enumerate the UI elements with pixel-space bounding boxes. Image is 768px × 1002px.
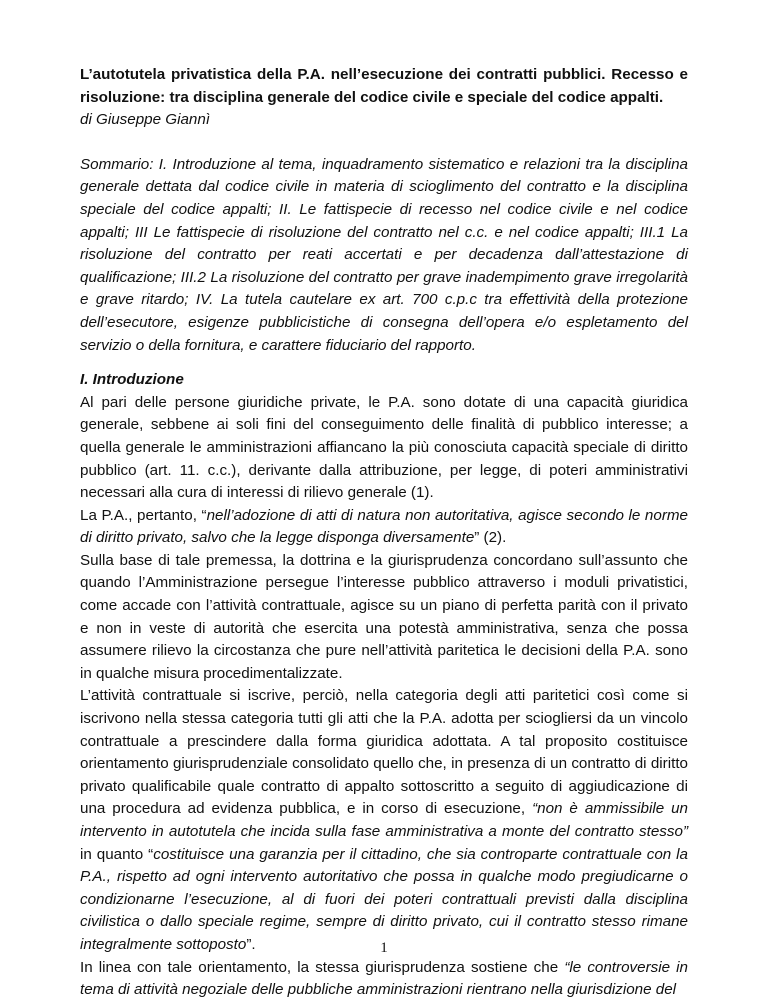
p5-text-a: In linea con tale orientamento, la stessa giurisprudenza sostiene che xyxy=(80,958,565,976)
page-number: 1 xyxy=(380,940,388,956)
p4-text-a: L’attività contrattuale si iscrive, perciò, nella categoria degli atti paritetici così come si iscrivono nella stessa categoria tutti gli atti che la P.A. adotta per sciogliersi da un vincolo contrattuale a prescindere dalla forma giuridica adottata. A tal proposito costituisce orientamento giurisprudenziale consolidato quello che, in presenza di un contratto di diritto privato qualificabile quale contratto di appalto sottoscritto a seguito di aggiudicazione di una procedura ad evidenza pubblica, e in corso di esecuzione, xyxy=(80,687,688,818)
p2-quote: nell’adozione di atti di natura non autoritativa, agisce secondo le norme di diritto privato, salvo che la legge disponga diversamente xyxy=(80,506,688,547)
p2-after: ” (2). xyxy=(474,529,507,547)
p4-quote-b: “non è ammissibile un intervento in autotutela che incida sulla fase amministrativa a monte del contratto stesso” xyxy=(80,800,688,840)
summary-paragraph: Sommario: I. Introduzione al tema, inquadramento sistematico e relazioni tra la disciplina generale dettata dal codice civile in materia di scioglimento del contratto e la disciplina speciale del codice appalti; II. Le fattispecie di recesso nel codice civile e nel codice appalti; III Le fattispecie di risoluzione del contratto nel c.c. e nel codice appalti; III.1 La risoluzione del contratto per reati accertati e per decadenza dall’attestazione di qualificazione; III.2 La risoluzione del contratto per grave inadempimento grave irregolarità e grave ritardo; IV. La tutela cautelare ex art. 700 c.p.c tra effettività della protezione dell’esecutore, esigenze pubblicistiche di consegna dell’opera e/o espletamento del servizio o della fornitura, e carattere fiduciario del rapporto. xyxy=(80,155,688,354)
document-author: di Giuseppe Giannì xyxy=(80,111,211,129)
document-title: L’autotutela privatistica della P.A. nell’esecuzione dei contratti pubblici. Recesso e risoluzione: tra disciplina generale del codice civile e speciale del codice appalti. xyxy=(80,66,688,106)
paragraph-1: Al pari delle persone giuridiche private, le P.A. sono dotate di una capacità giuridica generale, sebbene ai soli fini del conseguimento delle finalità di pubblico interesse; a quella generale le amministrazioni affiancano la più conosciuta capacità speciale di diritto pubblico (art. 11. c.c.), derivante dalla attribuzione, per legge, di poteri amministrativi necessari alla cura di interessi di rilievo generale (1). xyxy=(80,393,688,502)
section-heading: I. Introduzione xyxy=(80,371,184,389)
paragraph-4 xyxy=(80,685,688,956)
paragraph-5 xyxy=(80,957,688,1002)
p4-quote-d: costituisce una garanzia per il cittadino, che sia controparte contrattuale con la P.A., rispetto ad ogni intervento autoritativo che possa in qualche modo pregiudicarne o condizionarne l’esecuzione, al di fuori dei poteri contrattuali previsti dalla disciplina civilistica o dallo speciale regime, sempre di diritto privato, cui il contratto stesso rimane integralmente sottoposto xyxy=(80,845,688,953)
p2-before: La P.A., pertanto, “ xyxy=(80,506,207,524)
paragraph-3: Sulla base di tale premessa, la dottrina e la giurisprudenza concordano sull’assunto che quando l’Amministrazione persegue l’interesse pubblico attraverso i moduli privatistici, come accade con l’attività contrattuale, agisce su un piano di perfetta parità con il privato e non in veste di autorità che esercita una potestà amministrativa, senza che possa assumere rilievo la circostanza che pure nell’attività paritetica le decisioni della P.A. sono in qualche misura procedimentalizzate. xyxy=(80,551,688,682)
p4-text-e: ”. xyxy=(246,935,256,953)
paragraph-2 xyxy=(80,505,688,550)
p5-quote-b: “le controversie in tema di attività negoziale delle pubbliche amministrazioni rientrano nella giurisdizione del xyxy=(80,958,688,999)
p4-text-c: in quanto “ xyxy=(80,845,154,863)
